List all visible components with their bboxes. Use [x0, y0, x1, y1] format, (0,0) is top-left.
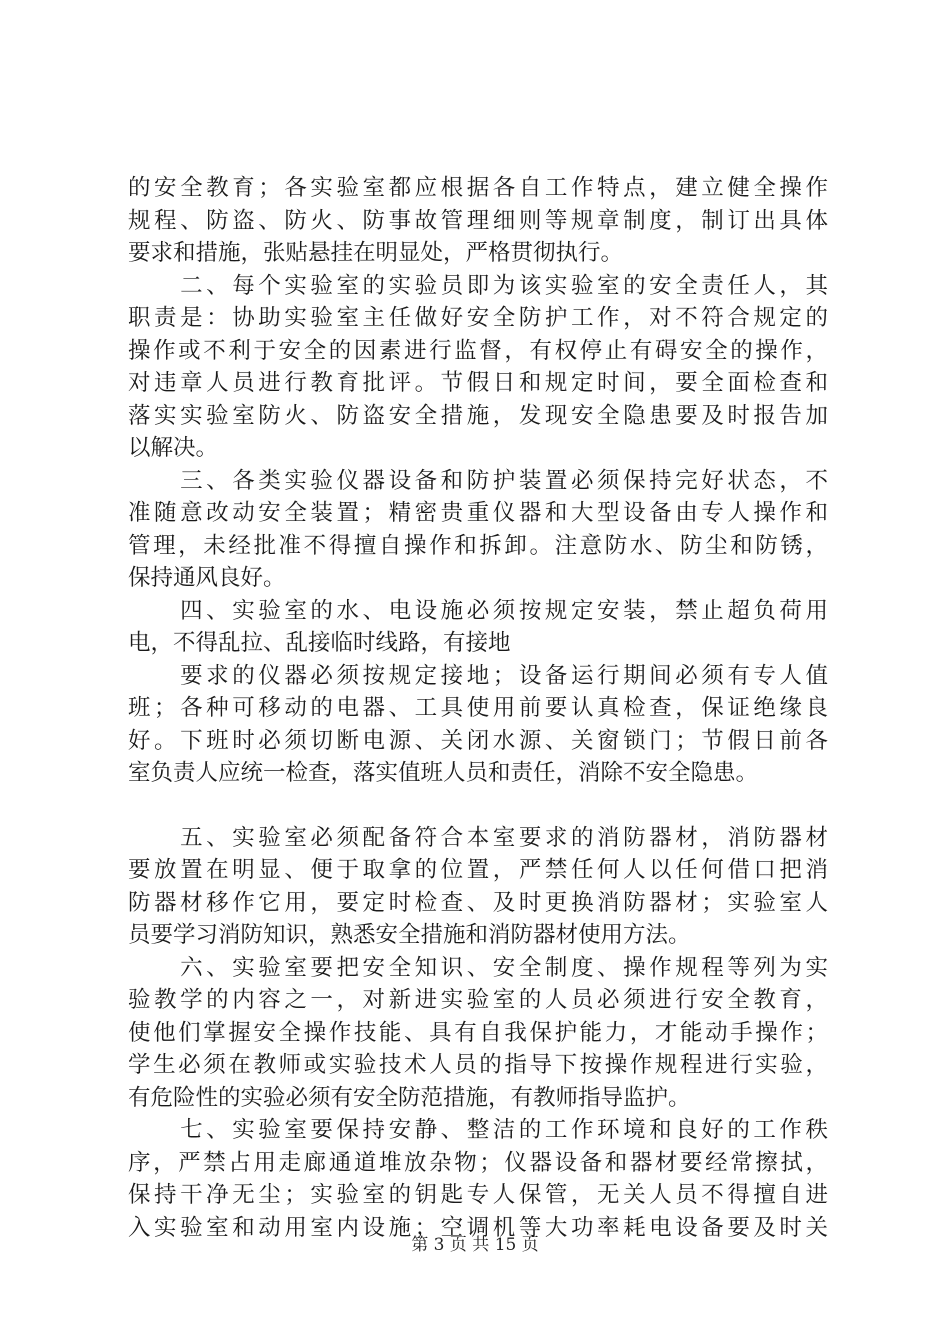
text-line: 要求的仪器必须按规定接地；设备运行期间必须有专人值	[128, 662, 828, 689]
text-line: 四、实验室的水、电设施必须按规定安装，禁止超负荷用	[128, 597, 828, 624]
text-line: 六、实验室要把安全知识、安全制度、操作规程等列为实	[128, 954, 828, 981]
text-line: 序，严禁占用走廊通道堆放杂物；仪器设备和器材要经常擦拭，	[128, 1149, 828, 1176]
text-line: 防器材移作它用，要定时检查、及时更换消防器材；实验室人	[128, 889, 828, 916]
text-line: 使他们掌握安全操作技能、具有自我保护能力，才能动手操作；	[128, 1019, 828, 1046]
text-line: 落实实验室防火、防盗安全措施，发现安全隐患要及时报告加	[128, 402, 828, 429]
text-line: 有危险性的实验必须有安全防范措施，有教师指导监护。	[128, 1084, 691, 1111]
text-line: 班；各种可移动的电器、工具使用前要认真检查，保证绝缘良	[128, 695, 828, 721]
text-line: 五、实验室必须配备符合本室要求的消防器材，消防器材	[128, 824, 828, 851]
text-line: 职责是：协助实验室主任做好安全防护工作，对不符合规定的	[128, 305, 828, 331]
text-line: 对违章人员进行教育批评。节假日和规定时间，要全面检查和	[128, 370, 828, 396]
text-line: 要求和措施，张贴悬挂在明显处，严格贯彻执行。	[128, 240, 624, 266]
text-line: 规程、防盗、防火、防事故管理细则等规章制度，制订出具体	[128, 207, 828, 234]
text-line: 保持干净无尘；实验室的钥匙专人保管，无关人员不得擅自进	[128, 1182, 828, 1208]
text-line: 七、实验室要保持安静、整洁的工作环境和良好的工作秩	[128, 1117, 828, 1143]
text-line: 入实验室和动用室内设施；空调机等大功率耗电设备要及时关	[128, 1214, 828, 1241]
text-line: 三、各类实验仪器设备和防护装置必须保持完好状态，不	[128, 467, 828, 494]
text-line: 二、每个实验室的实验员即为该实验室的安全责任人，其	[128, 272, 828, 299]
text-line: 操作或不利于安全的因素进行监督，有权停止有碍安全的操作，	[128, 337, 828, 364]
text-line: 以解决。	[128, 435, 219, 461]
text-line: 保持通风良好。	[128, 565, 286, 591]
text-line: 准随意改动安全装置；精密贵重仪器和大型设备由专人操作和	[128, 500, 828, 526]
text-line: 室负责人应统一检查，落实值班人员和责任，消除不安全隐患。	[128, 760, 759, 786]
text-line: 好。下班时必须切断电源、关闭水源、关窗锁门；节假日前各	[128, 727, 828, 754]
text-line: 学生必须在教师或实验技术人员的指导下按操作规程进行实验，	[128, 1052, 828, 1078]
text-line: 的安全教育；各实验室都应根据各自工作特点，建立健全操作	[128, 175, 828, 201]
text-line: 员要学习消防知识，熟悉安全措施和消防器材使用方法。	[128, 922, 691, 948]
document-body	[128, 172, 828, 1244]
page-footer: 第 3 页 共 15 页	[411, 1235, 539, 1255]
text-line: 要放置在明显、便于取拿的位置，严禁任何人以任何借口把消	[128, 857, 828, 883]
text-line: 电，不得乱拉、乱接临时线路，有接地	[128, 630, 511, 656]
text-line: 管理，未经批准不得擅自操作和拆卸。注意防水、防尘和防锈，	[128, 532, 828, 559]
text-line: 验教学的内容之一，对新进实验室的人员必须进行安全教育，	[128, 987, 828, 1013]
